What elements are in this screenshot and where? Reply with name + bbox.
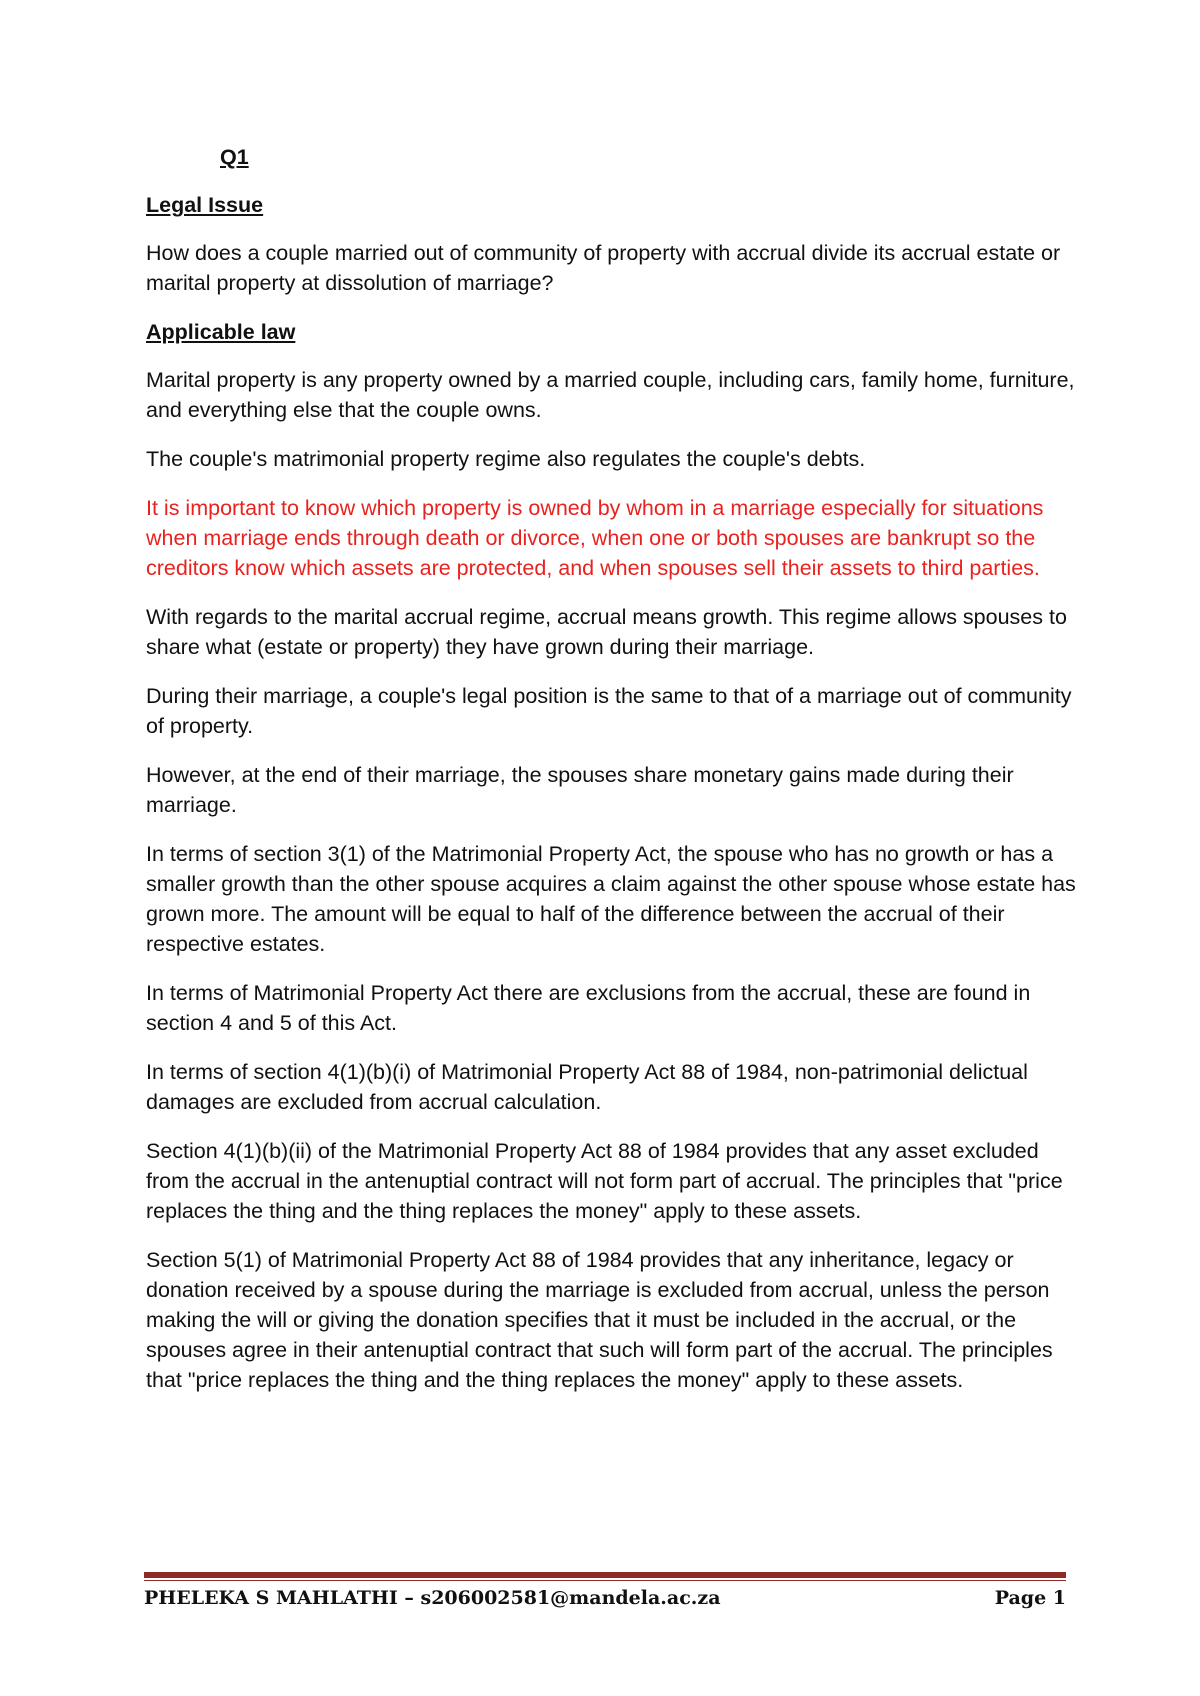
paragraph: With regards to the marital accrual regime, accrual means growth. This regime allows spouses to share what (estate or property) they have grown during their marriage. xyxy=(146,605,1067,659)
section-heading: Legal Issue xyxy=(146,193,264,217)
section-applicable-law xyxy=(146,317,1076,1395)
question-label: Q1 xyxy=(220,145,249,169)
footer-author: PHELEKA S MAHLATHI – s206002581@mandela.ac.za xyxy=(144,1587,721,1609)
paragraph-highlighted: It is important to know which property is owned by whom in a marriage especially for situations when marriage ends through death or divorce, when one or both spouses are bankrupt so the creditors know which assets are protected, and when spouses sell their assets to third parties. xyxy=(146,496,1044,580)
paragraph: In terms of section 3(1) of the Matrimonial Property Act, the spouse who has no growth or has a smaller growth than the other spouse acquires a claim against the other spouse whose estate has grown more. The amount will be equal to half of the difference between the accrual of their respective estates. xyxy=(146,842,1076,956)
paragraph: How does a couple married out of community of property with accrual divide its accrual estate or marital property at dissolution of marriage? xyxy=(146,241,1061,295)
paragraph: The couple's matrimonial property regime also regulates the couple's debts. xyxy=(146,447,866,471)
paragraph: Section 4(1)(b)(ii) of the Matrimonial Property Act 88 of 1984 provides that any asset excluded from the accrual in the antenuptial contract will not form part of accrual. The principles that "price replaces the thing and the thing replaces the money" apply to these assets. xyxy=(146,1139,1063,1223)
paragraph: In terms of Matrimonial Property Act there are exclusions from the accrual, these are found in section 4 and 5 of this Act. xyxy=(146,981,1031,1035)
paragraph: Marital property is any property owned by a married couple, including cars, family home, furniture, and everything else that the couple owns. xyxy=(146,368,1075,422)
paragraph: However, at the end of their marriage, the spouses share monetary gains made during their marriage. xyxy=(146,763,1014,817)
paragraph: Section 5(1) of Matrimonial Property Act 88 of 1984 provides that any inheritance, legacy or donation received by a spouse during the marriage is excluded from accrual, unless the person making the will or giving the donation specifies that it must be included in the accrual, or the spouses agree in their antenuptial contract that such will form part of the accrual. The principles that "price replaces the thing and the thing replaces the money" apply to these assets. xyxy=(146,1248,1053,1392)
section-heading: Applicable law xyxy=(146,320,296,344)
footer-page-number: Page 1 xyxy=(994,1587,1066,1609)
section-legal-issue xyxy=(146,190,1076,298)
page-footer xyxy=(144,1587,1066,1609)
paragraph: In terms of section 4(1)(b)(i) of Matrimonial Property Act 88 of 1984, non-patrimonial delictual damages are excluded from accrual calculation. xyxy=(146,1060,1028,1114)
document-body xyxy=(146,142,1076,1414)
footer-divider xyxy=(144,1572,1066,1578)
footer-divider-thin xyxy=(144,1580,1066,1581)
paragraph: During their marriage, a couple's legal position is the same to that of a marriage out of community of property. xyxy=(146,684,1072,738)
